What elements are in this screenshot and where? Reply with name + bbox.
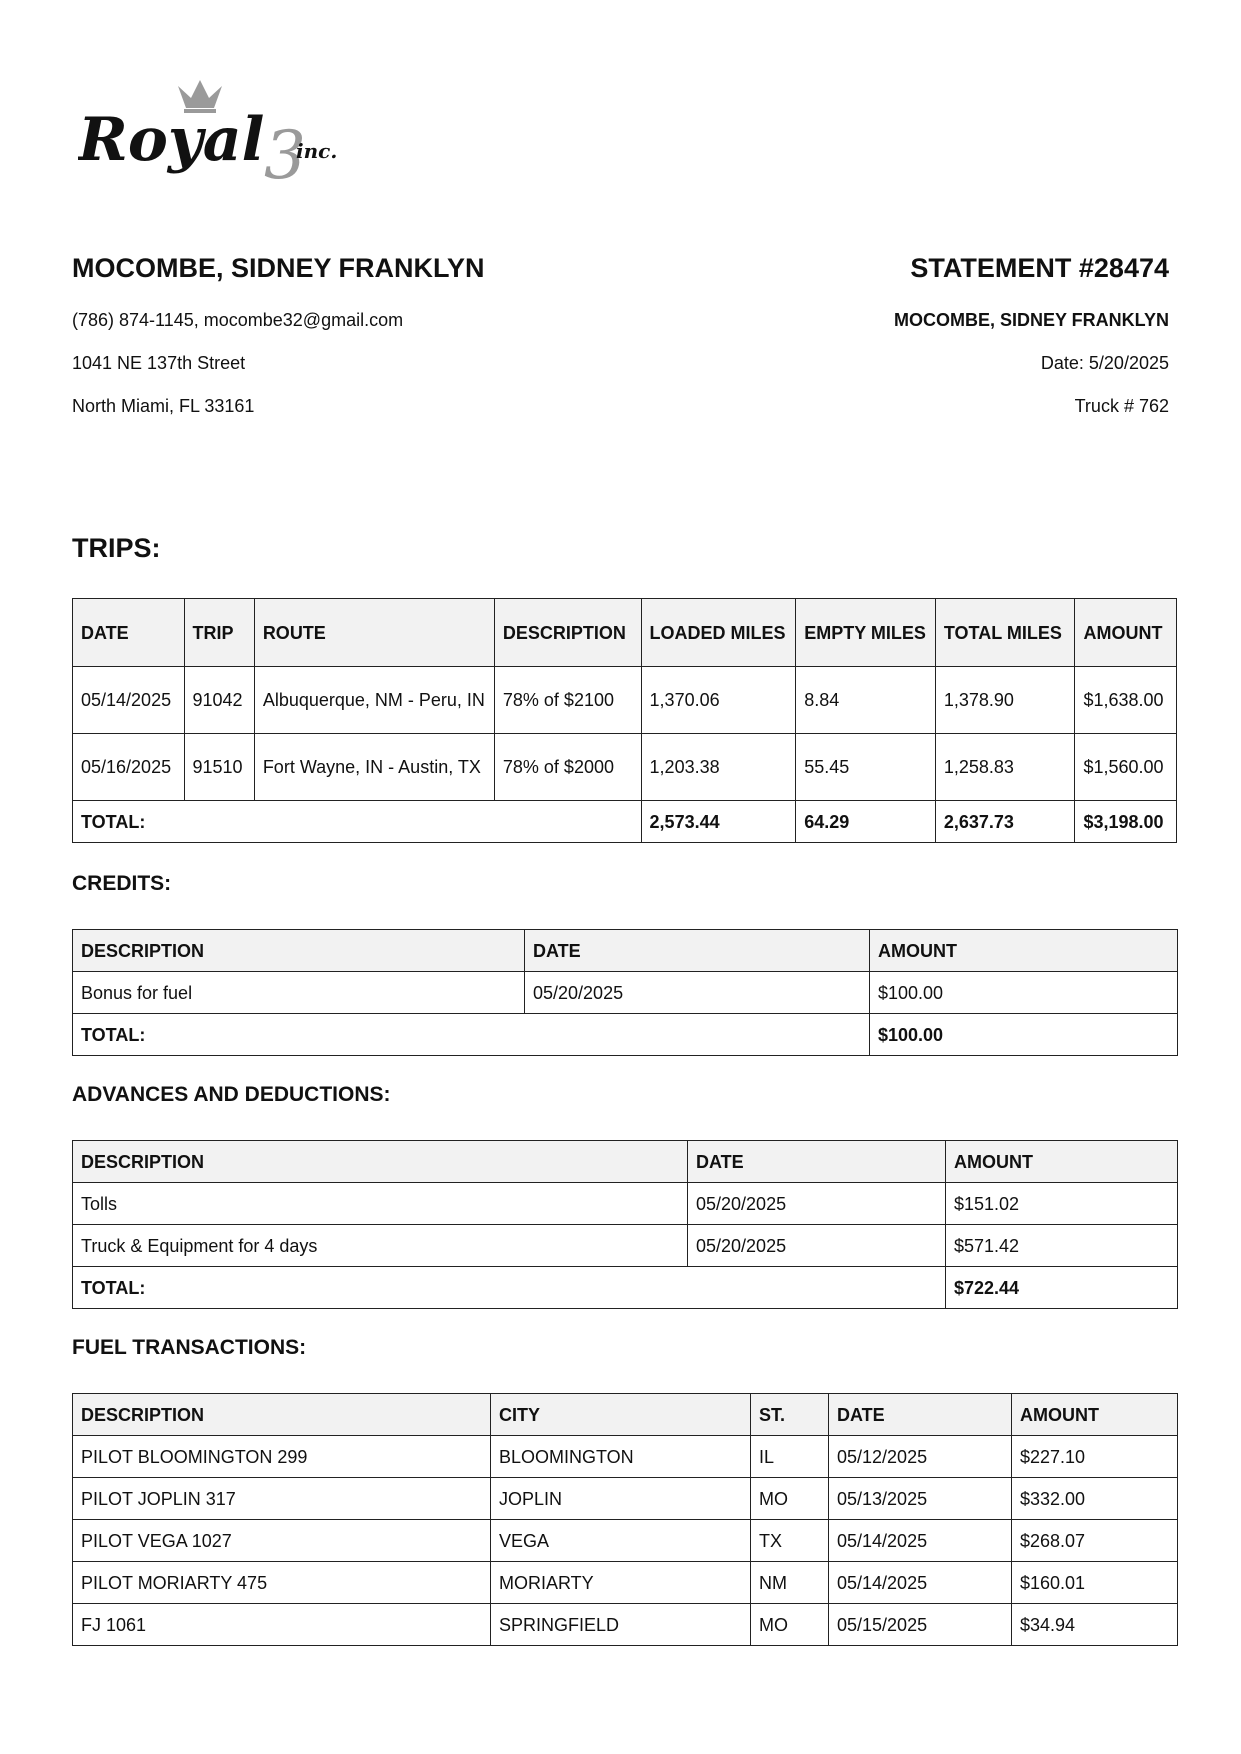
total-loaded-miles: 2,573.44 <box>641 801 796 843</box>
driver-address-line2: North Miami, FL 33161 <box>72 396 255 416</box>
fuel-city: SPRINGFIELD <box>491 1604 751 1646</box>
trip-amount: $1,638.00 <box>1075 667 1177 734</box>
total-empty-miles: 64.29 <box>796 801 936 843</box>
driver-address-line1: 1041 NE 137th Street <box>72 353 246 373</box>
column-header: AMOUNT <box>870 930 1178 972</box>
column-header: DESCRIPTION <box>73 1141 688 1183</box>
table-row <box>73 667 1177 734</box>
statement-name: MOCOMBE, SIDNEY FRANKLYN <box>893 310 1169 330</box>
deduction-description: Tolls <box>73 1183 688 1225</box>
table-row <box>73 1225 1178 1267</box>
total-miles: 2,637.73 <box>935 801 1075 843</box>
total-amount: $100.00 <box>870 1014 1178 1056</box>
table-total-row <box>73 1267 1178 1309</box>
fuel-date: 05/14/2025 <box>829 1520 1012 1562</box>
trip-loaded-miles: 1,370.06 <box>641 667 796 734</box>
statement-date: Date: 5/20/2025 <box>1040 353 1169 373</box>
fuel-table <box>72 1393 1178 1646</box>
logo-wordmark: Royal <box>78 105 265 175</box>
trips-title: TRIPS: <box>72 533 161 563</box>
fuel-state: NM <box>751 1562 829 1604</box>
fuel-amount: $227.10 <box>1012 1436 1178 1478</box>
trip-empty-miles: 8.84 <box>796 667 936 734</box>
driver-contact: (786) 874-1145, mocombe32@gmail.com <box>72 310 404 330</box>
statement-title: STATEMENT #28474 <box>910 253 1169 283</box>
table-total-row <box>73 801 1177 843</box>
deduction-amount: $571.42 <box>946 1225 1178 1267</box>
credits-title: CREDITS: <box>72 872 172 895</box>
table-total-row <box>73 1014 1178 1056</box>
trips-table <box>72 598 1177 843</box>
column-header: CITY <box>491 1394 751 1436</box>
trip-loaded-miles: 1,203.38 <box>641 734 796 801</box>
fuel-amount: $332.00 <box>1012 1478 1178 1520</box>
trip-amount: $1,560.00 <box>1075 734 1177 801</box>
company-logo <box>78 78 388 190</box>
fuel-state: IL <box>751 1436 829 1478</box>
fuel-amount: $268.07 <box>1012 1520 1178 1562</box>
fuel-amount: $160.01 <box>1012 1562 1178 1604</box>
trip-number: 91510 <box>184 734 254 801</box>
fuel-city: BLOOMINGTON <box>491 1436 751 1478</box>
fuel-description: FJ 1061 <box>73 1604 491 1646</box>
deduction-date: 05/20/2025 <box>688 1225 946 1267</box>
trip-number: 91042 <box>184 667 254 734</box>
fuel-title: FUEL TRANSACTIONS: <box>72 1336 307 1359</box>
total-label: TOTAL: <box>73 1014 870 1056</box>
credit-date: 05/20/2025 <box>525 972 870 1014</box>
credits-table <box>72 929 1178 1056</box>
statement-info <box>894 250 1169 419</box>
deduction-date: 05/20/2025 <box>688 1183 946 1225</box>
total-amount: $3,198.00 <box>1075 801 1177 843</box>
fuel-city: MORIARTY <box>491 1562 751 1604</box>
fuel-description: PILOT BLOOMINGTON 299 <box>73 1436 491 1478</box>
trip-route: Albuquerque, NM - Peru, IN <box>254 667 494 734</box>
fuel-description: PILOT MORIARTY 475 <box>73 1562 491 1604</box>
total-label: TOTAL: <box>73 801 642 843</box>
column-header: DATE <box>525 930 870 972</box>
column-header: DATE <box>688 1141 946 1183</box>
column-header: DATE <box>73 599 185 667</box>
fuel-state: TX <box>751 1520 829 1562</box>
table-row <box>73 1604 1178 1646</box>
fuel-date: 05/14/2025 <box>829 1562 1012 1604</box>
statement-truck: Truck # 762 <box>1074 396 1169 416</box>
logo-numeral: 3 <box>264 117 306 190</box>
fuel-date: 05/13/2025 <box>829 1478 1012 1520</box>
trip-total-miles: 1,378.90 <box>935 667 1075 734</box>
column-header: LOADED MILES <box>641 599 796 667</box>
table-header-row <box>73 1394 1178 1436</box>
credit-description: Bonus for fuel <box>73 972 525 1014</box>
table-row <box>73 734 1177 801</box>
trip-route: Fort Wayne, IN - Austin, TX <box>254 734 494 801</box>
table-header-row <box>73 599 1177 667</box>
table-row <box>73 1478 1178 1520</box>
fuel-date: 05/12/2025 <box>829 1436 1012 1478</box>
logo-suffix: inc. <box>296 139 338 163</box>
column-header: ROUTE <box>254 599 494 667</box>
driver-name: MOCOMBE, SIDNEY FRANKLYN <box>72 253 485 283</box>
trip-empty-miles: 55.45 <box>796 734 936 801</box>
table-header-row <box>73 930 1178 972</box>
fuel-state: MO <box>751 1478 829 1520</box>
column-header: AMOUNT <box>1012 1394 1178 1436</box>
trip-description: 78% of $2000 <box>494 734 641 801</box>
fuel-description: PILOT VEGA 1027 <box>73 1520 491 1562</box>
column-header: DATE <box>829 1394 1012 1436</box>
trip-total-miles: 1,258.83 <box>935 734 1075 801</box>
column-header: DESCRIPTION <box>73 1394 491 1436</box>
table-row <box>73 1520 1178 1562</box>
column-header: DESCRIPTION <box>73 930 525 972</box>
total-label: TOTAL: <box>73 1267 946 1309</box>
fuel-city: VEGA <box>491 1520 751 1562</box>
table-row <box>73 1436 1178 1478</box>
table-row <box>73 1562 1178 1604</box>
table-row <box>73 1183 1178 1225</box>
column-header: DESCRIPTION <box>494 599 641 667</box>
column-header: EMPTY MILES <box>796 599 936 667</box>
column-header: AMOUNT <box>946 1141 1178 1183</box>
column-header: AMOUNT <box>1075 599 1177 667</box>
table-header-row <box>73 1141 1178 1183</box>
deduction-description: Truck & Equipment for 4 days <box>73 1225 688 1267</box>
fuel-date: 05/15/2025 <box>829 1604 1012 1646</box>
table-row <box>73 972 1178 1014</box>
credit-amount: $100.00 <box>870 972 1178 1014</box>
trip-date: 05/16/2025 <box>73 734 185 801</box>
fuel-state: MO <box>751 1604 829 1646</box>
column-header: TRIP <box>184 599 254 667</box>
deductions-table <box>72 1140 1178 1309</box>
fuel-description: PILOT JOPLIN 317 <box>73 1478 491 1520</box>
trip-date: 05/14/2025 <box>73 667 185 734</box>
deductions-title: ADVANCES AND DEDUCTIONS: <box>72 1083 391 1106</box>
total-amount: $722.44 <box>946 1267 1178 1309</box>
fuel-amount: $34.94 <box>1012 1604 1178 1646</box>
deduction-amount: $151.02 <box>946 1183 1178 1225</box>
column-header: TOTAL MILES <box>935 599 1075 667</box>
column-header: ST. <box>751 1394 829 1436</box>
trip-description: 78% of $2100 <box>494 667 641 734</box>
driver-info <box>72 250 485 419</box>
fuel-city: JOPLIN <box>491 1478 751 1520</box>
